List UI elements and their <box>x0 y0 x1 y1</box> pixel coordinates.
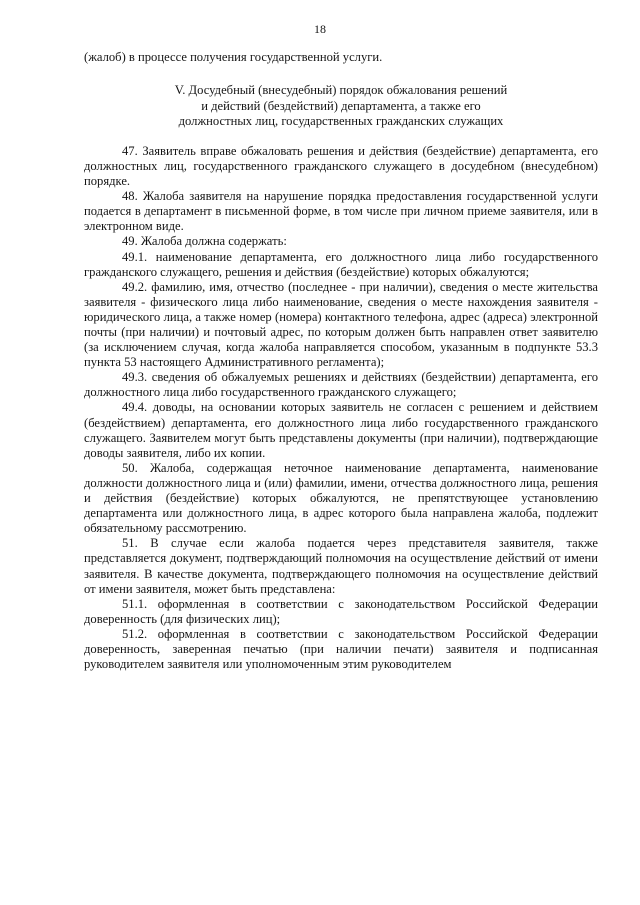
paragraph-50: 50. Жалоба, содержащая неточное наименование департамента, наименование должности должностного лица и (или) фамилии, имени, отчества должностного лица, решения и действия (бездействие) которых обжалуются, не препятствующее установлению департамента или должностного лица, в адрес которого была направлена жалоба, подлежит обязательному рассмотрению. <box>84 460 598 536</box>
continuation-paragraph: (жалоб) в процессе получения государственной услуги. <box>84 50 383 64</box>
paragraph-49-3: 49.3. сведения об обжалуемых решениях и действиях (бездействии) департамента, его должностного лица либо государственного гражданского служащего; <box>84 370 598 400</box>
paragraph-49-1: 49.1. наименование департамента, его должностного лица либо государственного гражданского служащего, решения и действия (бездействие) которых обжалуются; <box>84 249 598 279</box>
document-body <box>84 50 598 672</box>
section-title-line-2: и действий (бездействий) департамента, а также его <box>201 98 481 113</box>
paragraph-51: 51. В случае если жалоба подается через представителя заявителя, также представляется документ, подтверждающий полномочия на осуществление действий от имени заявителя. В качестве документа, подтверждающего полномочия на осуществление действий от имени заявителя, может быть представлена: <box>84 536 598 596</box>
paragraph-51-2: 51.2. оформленная в соответствии с законодательством Российской Федерации доверенность, заверенная печатью (при наличии печати) заявителя и подписанная руководителем заявителя или уполномоченным этим руководителем <box>84 626 598 672</box>
section-title-line-3: должностных лиц, государственных гражданских служащих <box>178 114 504 129</box>
paragraph-49: 49. Жалоба должна содержать: <box>122 234 287 249</box>
paragraph-49-2: 49.2. фамилию, имя, отчество (последнее - при наличии), сведения о месте жительства заявителя - физического лица либо наименование, сведения о месте нахождения заявителя - юридического лица, а также номер (номера) контактного телефона, адрес (адреса) электронной почты (при наличии) и почтовый адрес, по которым должен быть направлен ответ заявителю (за исключением случая, когда жалоба направляется способом, указанным в подпункте 53.3 пункта 53 настоящего Административного регламента); <box>84 279 598 370</box>
section-title <box>84 83 598 130</box>
paragraph-49-4: 49.4. доводы, на основании которых заявитель не согласен с решением и действием (бездействием) департамента, его должностного лица либо государственного гражданского служащего. Заявителем могут быть представлены документы (при наличии), подтверждающие доводы заявителя, либо их копии. <box>84 400 598 460</box>
paragraph-48: 48. Жалоба заявителя на нарушение порядка предоставления государственной услуги подается в департамент в письменной форме, в том числе при личном приеме заявителя, или в электронном виде. <box>84 189 598 234</box>
section-title-line-1: V. Досудебный (внесудебный) порядок обжалования решений <box>174 83 508 98</box>
paragraph-47: 47. Заявитель вправе обжаловать решения и действия (бездействие) департамента, его должностных лиц, государственного гражданского служащего в досудебном (внесудебном) порядке. <box>84 143 598 189</box>
page-number: 18 <box>314 22 326 36</box>
paragraph-51-1: 51.1. оформленная в соответствии с законодательством Российской Федерации доверенность (для физических лиц); <box>84 596 598 626</box>
